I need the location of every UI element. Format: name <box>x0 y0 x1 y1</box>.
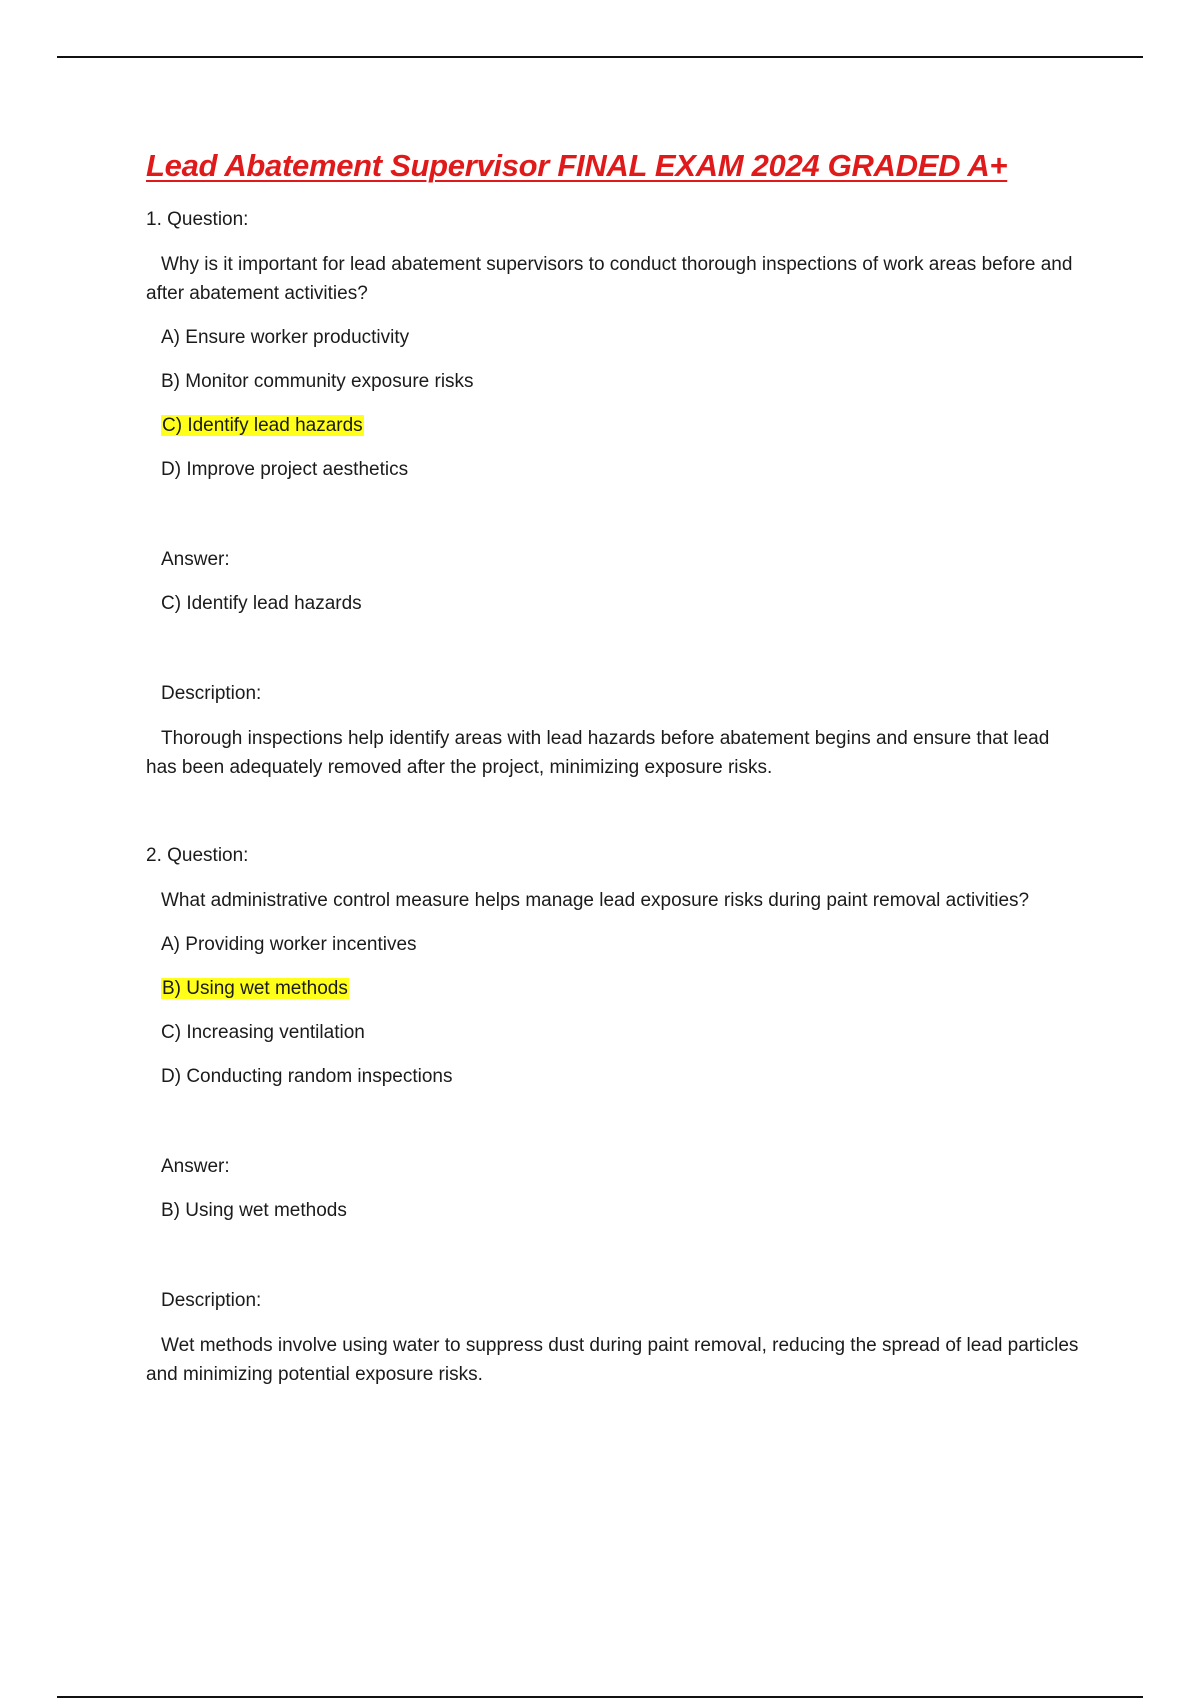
exam-page <box>146 148 1086 1389</box>
description-text: Wet methods involve using water to suppress dust during paint removal, reducing the spread of lead particles and minimizing potential exposure risks. <box>146 1335 1079 1385</box>
description-heading: Description: <box>161 683 262 704</box>
question-2 <box>146 842 1086 1389</box>
option-c: C) Increasing ventilation <box>161 1022 365 1043</box>
correct-option-highlight: C) Identify lead hazards <box>162 415 363 436</box>
option-b-highlighted <box>146 975 1086 1003</box>
option-a: A) Providing worker incentives <box>161 934 417 955</box>
correct-option-highlight: B) Using wet methods <box>162 978 348 999</box>
answer-value: C) Identify lead hazards <box>161 593 362 614</box>
answer-value: B) Using wet methods <box>161 1200 347 1221</box>
answer-heading: Answer: <box>161 1156 230 1177</box>
question-1 <box>146 206 1086 782</box>
question-number: 2. Question: <box>146 845 249 866</box>
question-text: Why is it important for lead abatement supervisors to conduct thorough inspections of work areas before and after abatement activities? <box>146 254 1073 304</box>
description-heading: Description: <box>161 1290 262 1311</box>
option-a: A) Ensure worker productivity <box>161 327 410 348</box>
question-text: What administrative control measure helps manage lead exposure risks during paint removal activities? <box>161 890 1030 911</box>
document-title: Lead Abatement Supervisor FINAL EXAM 2024 GRADED A+ <box>146 148 1008 183</box>
answer-heading: Answer: <box>161 549 230 570</box>
option-d: D) Conducting random inspections <box>161 1066 453 1087</box>
description-text: Thorough inspections help identify areas with lead hazards before abatement begins and ensure that lead has been adequately removed after the project, minimizing exposure risks. <box>146 728 1050 778</box>
header-rule <box>57 56 1143 58</box>
footer-rule <box>57 1696 1143 1698</box>
option-b: B) Monitor community exposure risks <box>161 371 474 392</box>
question-number: 1. Question: <box>146 209 249 230</box>
option-c-highlighted <box>146 412 1086 440</box>
option-d: D) Improve project aesthetics <box>161 459 409 480</box>
